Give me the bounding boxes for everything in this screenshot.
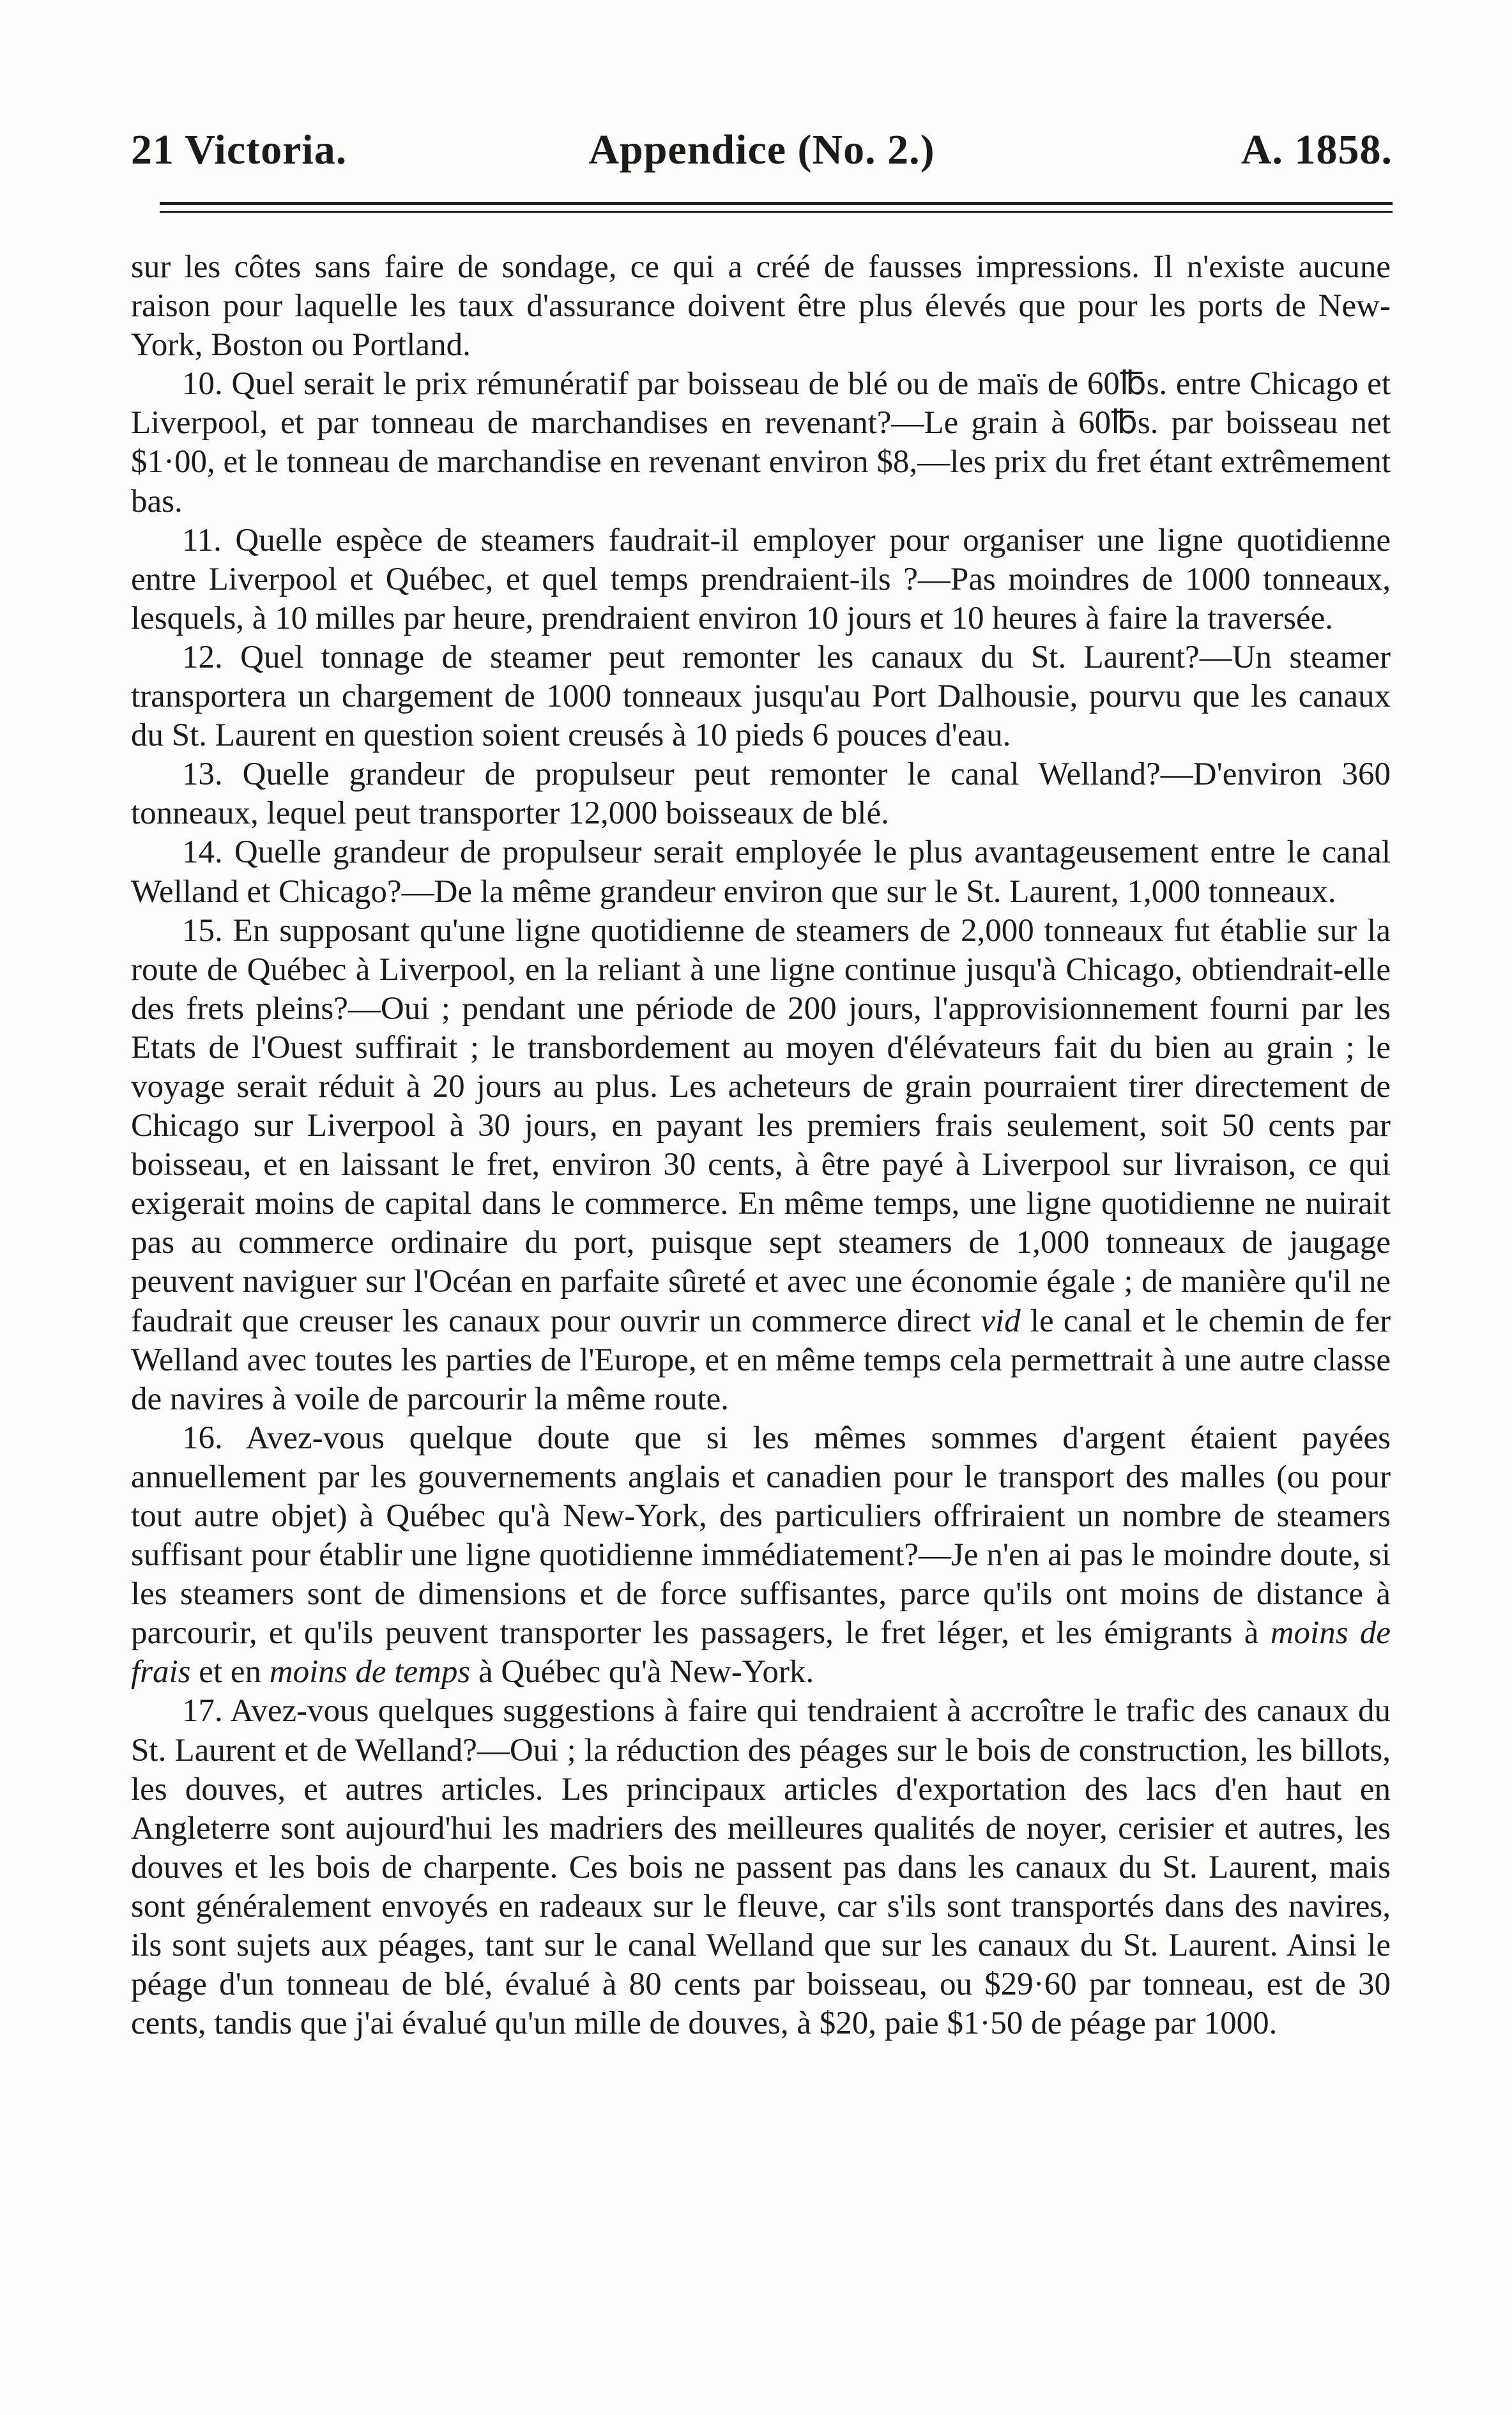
paragraph-question-14: 14. Quelle grandeur de propulseur serait employée le plus avantageusement entre le canal Welland et Chicago?—De la même grandeur environ que sur le St. Laurent, 1,000 tonneaux.: [131, 834, 1391, 910]
paragraph-question-11: 11. Quelle espèce de steamers faudrait-il employer pour organiser une ligne quotidienne entre Liverpool et Québec, et quel temps prendraient-ils ?—Pas moindres de 1000 tonneaux, lesquels, à 10 milles par heure, prendraient environ 10 jours et 10 heures à faire la traversée.: [131, 522, 1391, 636]
header-year: A. 1858.: [1241, 126, 1393, 173]
header-session: 21 Victoria.: [131, 126, 347, 173]
q15-text-a: 15. En supposant qu'une ligne quotidienne de steamers de 2,000 tonneaux fut établie sur la route de Québec à Liverpool, en la reliant à une ligne continue jusqu'à Chicago, obtiendrait-elle des frets pleins?—Oui ; pendant une période de 200 jours, l'approvisionnement fourni par les Etats de l'Ouest suffirait ; le transbordement au moyen d'élévateurs fait du bien au grain ; le voyage serait réduit à 20 jours au plus. Les acheteurs de grain pourraient tirer directement de Chicago sur Liverpool à 30 jours, en payant les premiers frais seulement, soit 50 cents par boisseau, et en laissant le fret, environ 30 cents, à être payé à Liverpool sur livraison, ce qui exigerait moins de capital dans le commerce. En même temps, une ligne quotidienne ne nuirait pas au commerce ordinaire du port, puisque sept steamers de 1,000 tonneaux de jaugage peuvent naviguer sur l'Océan en parfaite sûreté et avec une économie égale ; de manière qu'il ne faudrait que creuser les canaux pour ouvrir un commerce direct: [131, 912, 1391, 1339]
header-rule-thick: [160, 202, 1393, 205]
q15-via-italic: vid: [981, 1303, 1021, 1339]
paragraph-question-16: [131, 1419, 1391, 1692]
paragraph-question-12: 12. Quel tonnage de steamer peut remonter les canaux du St. Laurent?—Un steamer transportera un chargement de 1000 tonneaux jusqu'au Port Dalhousie, pourvu que les canaux du St. Laurent en question soient creusés à 10 pieds 6 pouces d'eau.: [131, 639, 1391, 754]
paragraph-question-13: 13. Quelle grandeur de propulseur peut remonter le canal Welland?—D'environ 360 tonneaux, lequel peut transporter 12,000 boisseaux de blé.: [131, 756, 1391, 832]
paragraph-question-15: [131, 912, 1391, 1419]
body-text: [131, 248, 1391, 2043]
q16-text-b: à Québec qu'à New-York.: [478, 1654, 814, 1690]
header-appendix: Appendice (No. 2.): [588, 126, 935, 173]
paragraph-continuation: sur les côtes sans faire de sondage, ce qui a créé de fausses impressions. Il n'existe aucune raison pour laquelle les taux d'assurance doivent être plus élevés que pour les ports de New-York, Boston ou Portland.: [131, 249, 1391, 364]
q16-text-a: 16. Avez-vous quelque doute que si les mêmes sommes d'argent étaient payées annuellement par les gouvernements anglais et canadien pour le transport des malles (ou pour tout autre objet) à Québec qu'à New-York, des particuliers offriraient un nombre de steamers suffisant pour établir une ligne quotidienne immédiatement?—Je n'en ai pas le moindre doute, si les steamers sont de dimensions et de force suffisantes, parce qu'ils ont moins de distance à parcourir, et qu'ils peuvent transporter les passagers, le fret léger, et les émigrants à: [131, 1420, 1391, 1652]
q16-italic-frais: moins de frais: [131, 1615, 1391, 1690]
paragraph-question-17: 17. Avez-vous quelques suggestions à faire qui tendraient à accroître le trafic des canaux du St. Laurent et de Welland?—Oui ; la réduction des péages sur le bois de construction, les billots, les douves, et autres articles. Les principaux articles d'exportation des lacs d'en haut en Angleterre sont aujourd'hui les madriers des meilleures qualités de noyer, cerisier et autres, les douves et les bois de charpente. Ces bois ne passent pas dans les canaux du St. Laurent, mais sont généralement envoyés en radeaux sur le fleuve, car s'ils sont transportés dans des navires, ils sont sujets aux péages, tant sur le canal Welland que sur les canaux du St. Laurent. Ainsi le péage d'un tonneau de blé, évalué à 80 cents par boisseau, ou $29·60 par tonneau, est de 30 cents, tandis que j'ai évalué qu'un mille de douves, à $20, paie $1·50 de péage par 1000.: [131, 1693, 1391, 2042]
paragraph-question-10: 10. Quel serait le prix rémunératif par boisseau de blé ou de maïs de 60℔s. entre Chicago et Liverpool, et par tonneau de marchandises en revenant?—Le grain à 60℔s. par boisseau net $1·00, et le tonneau de marchandise en revenant environ $8,—les prix du fret étant extrêmement bas.: [131, 366, 1391, 519]
header-rule-thin: [160, 211, 1393, 213]
q15-text-b: le canal et le chemin de fer Welland avec toutes les parties de l'Europe, et en même temps cela permettrait à une autre classe de navires à voile de parcourir la même route.: [131, 1303, 1391, 1417]
q16-italic-temps: moins de temps: [269, 1654, 471, 1690]
page-header: [131, 121, 1393, 179]
q16-text-mid: et en: [199, 1654, 261, 1690]
